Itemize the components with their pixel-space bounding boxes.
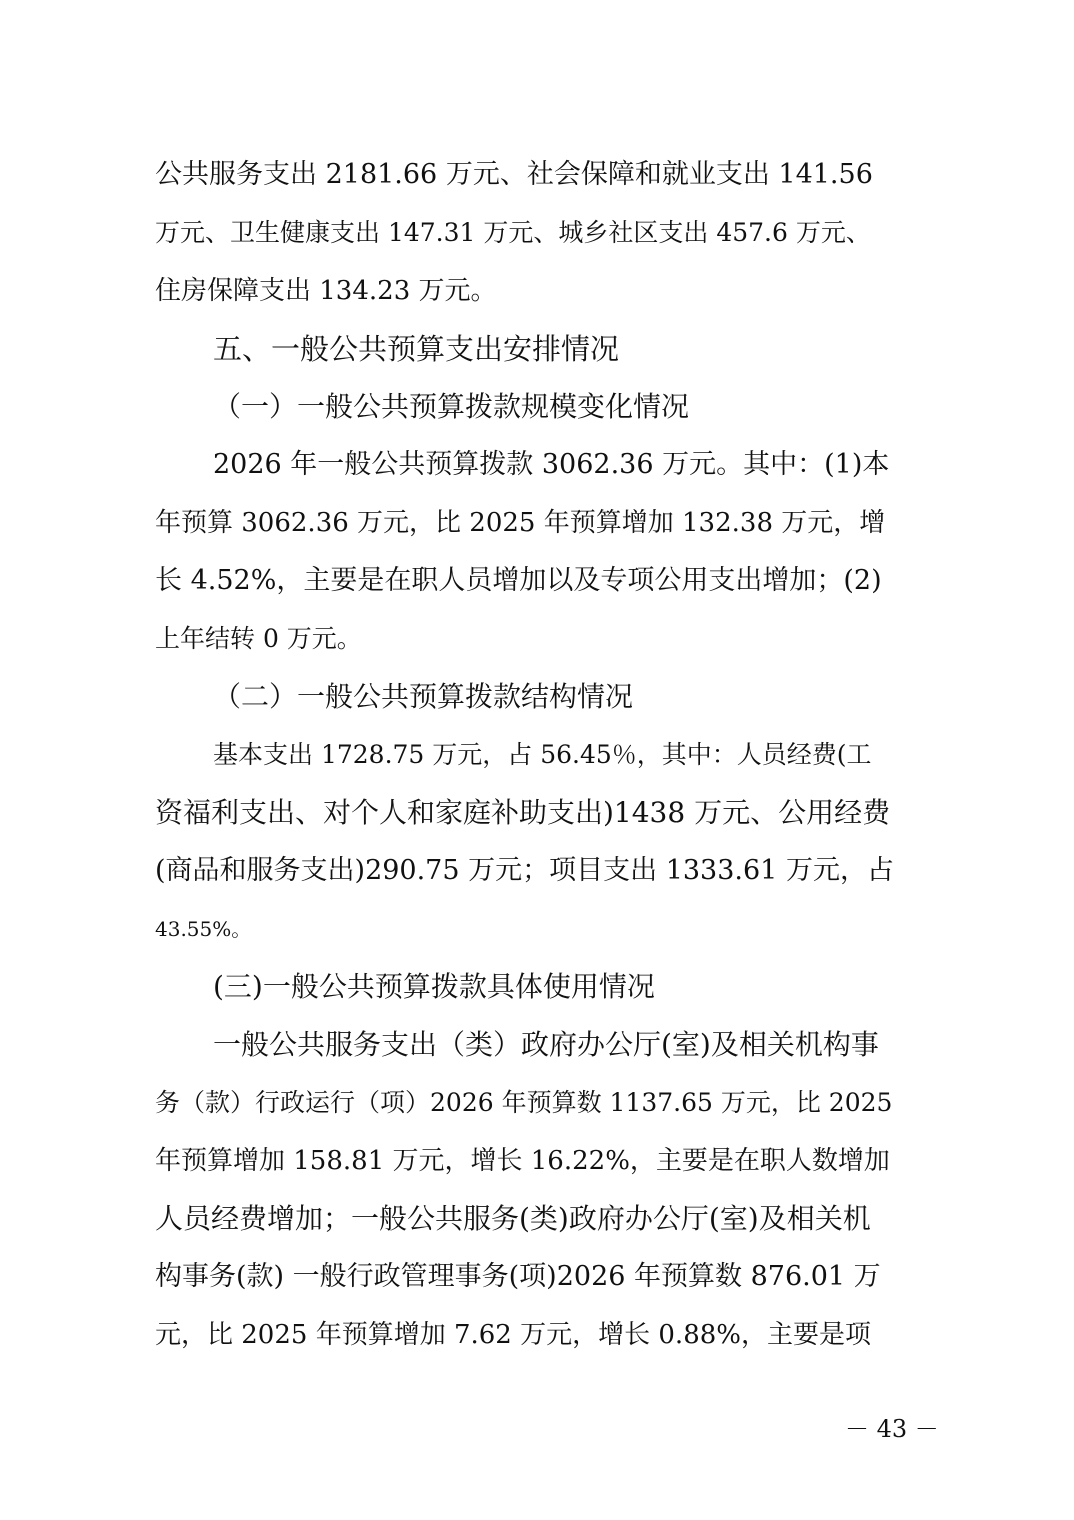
heading-text: （二）一般公共预算拨款结构情况 — [213, 680, 634, 713]
text-line — [0, 503, 1074, 543]
line-text: 资福利支出、对个人和家庭补助支出)1438 万元、公用经费 — [155, 796, 891, 829]
heading-text: （一）一般公共预算拨款规模变化情况 — [213, 390, 690, 423]
line-text: (商品和服务支出)290.75 万元；项目支出 1333.61 万元，占 — [155, 855, 894, 886]
text-line — [0, 1257, 1074, 1297]
text-line — [0, 619, 1074, 659]
text-line — [0, 909, 1074, 949]
text-line — [0, 1025, 1074, 1065]
line-text: 2026 年一般公共预算拨款 3062.36 万元。其中：(1)本 — [213, 449, 890, 480]
line-text: 年预算增加 158.81 万元，增长 16.22%，主要是在职人数增加 — [155, 1146, 890, 1176]
line-text: 上年结转 0 万元。 — [155, 624, 362, 653]
text-line — [0, 1315, 1074, 1355]
line-text: 43.55%。 — [155, 917, 252, 941]
heading-text: (三)一般公共预算拨款具体使用情况 — [213, 970, 655, 1003]
text-line — [0, 1083, 1074, 1123]
line-text: 一般公共服务支出（类）政府办公厅(室)及相关机构事 — [213, 1028, 879, 1061]
text-line — [0, 561, 1074, 601]
text-line — [0, 1199, 1074, 1239]
line-text: 公共服务支出 2181.66 万元、社会保障和就业支出 141.56 — [155, 159, 873, 190]
line-text: 构事务(款) 一般行政管理事务(项)2026 年预算数 876.01 万 — [155, 1261, 881, 1292]
subsection-heading — [0, 387, 1074, 427]
heading-text: 五、一般公共预算支出安排情况 — [213, 332, 620, 366]
line-text: 年预算 3062.36 万元，比 2025 年预算增加 132.38 万元，增 — [155, 508, 886, 538]
line-text: 人员经费增加；一般公共服务(类)政府办公厅(室)及相关机 — [155, 1202, 871, 1235]
line-text: 基本支出 1728.75 万元，占 56.45％，其中：人员经费(工 — [213, 740, 872, 769]
text-line — [0, 793, 1074, 833]
line-text: 元，比 2025 年预算增加 7.62 万元，增长 0.88%，主要是项 — [155, 1320, 871, 1350]
page-number: － 43 － — [845, 1415, 939, 1443]
text-line — [0, 445, 1074, 485]
line-text: 住房保障支出 134.23 万元。 — [155, 276, 497, 306]
subsection-heading — [0, 677, 1074, 717]
subsection-heading — [0, 967, 1074, 1007]
text-line — [0, 851, 1074, 891]
text-line — [0, 735, 1074, 775]
line-text: 万元、卫生健康支出 147.31 万元、城乡社区支出 457.6 万元、 — [155, 218, 871, 247]
text-line — [0, 271, 1074, 311]
line-text: 长 4.52%，主要是在职人员增加以及专项公用支出增加；(2) — [155, 565, 882, 596]
text-line — [0, 213, 1074, 253]
text-line — [0, 155, 1074, 195]
line-text: 务（款）行政运行（项）2026 年预算数 1137.65 万元，比 2025 — [155, 1088, 893, 1117]
text-line — [0, 1141, 1074, 1181]
section-heading — [0, 329, 1074, 369]
